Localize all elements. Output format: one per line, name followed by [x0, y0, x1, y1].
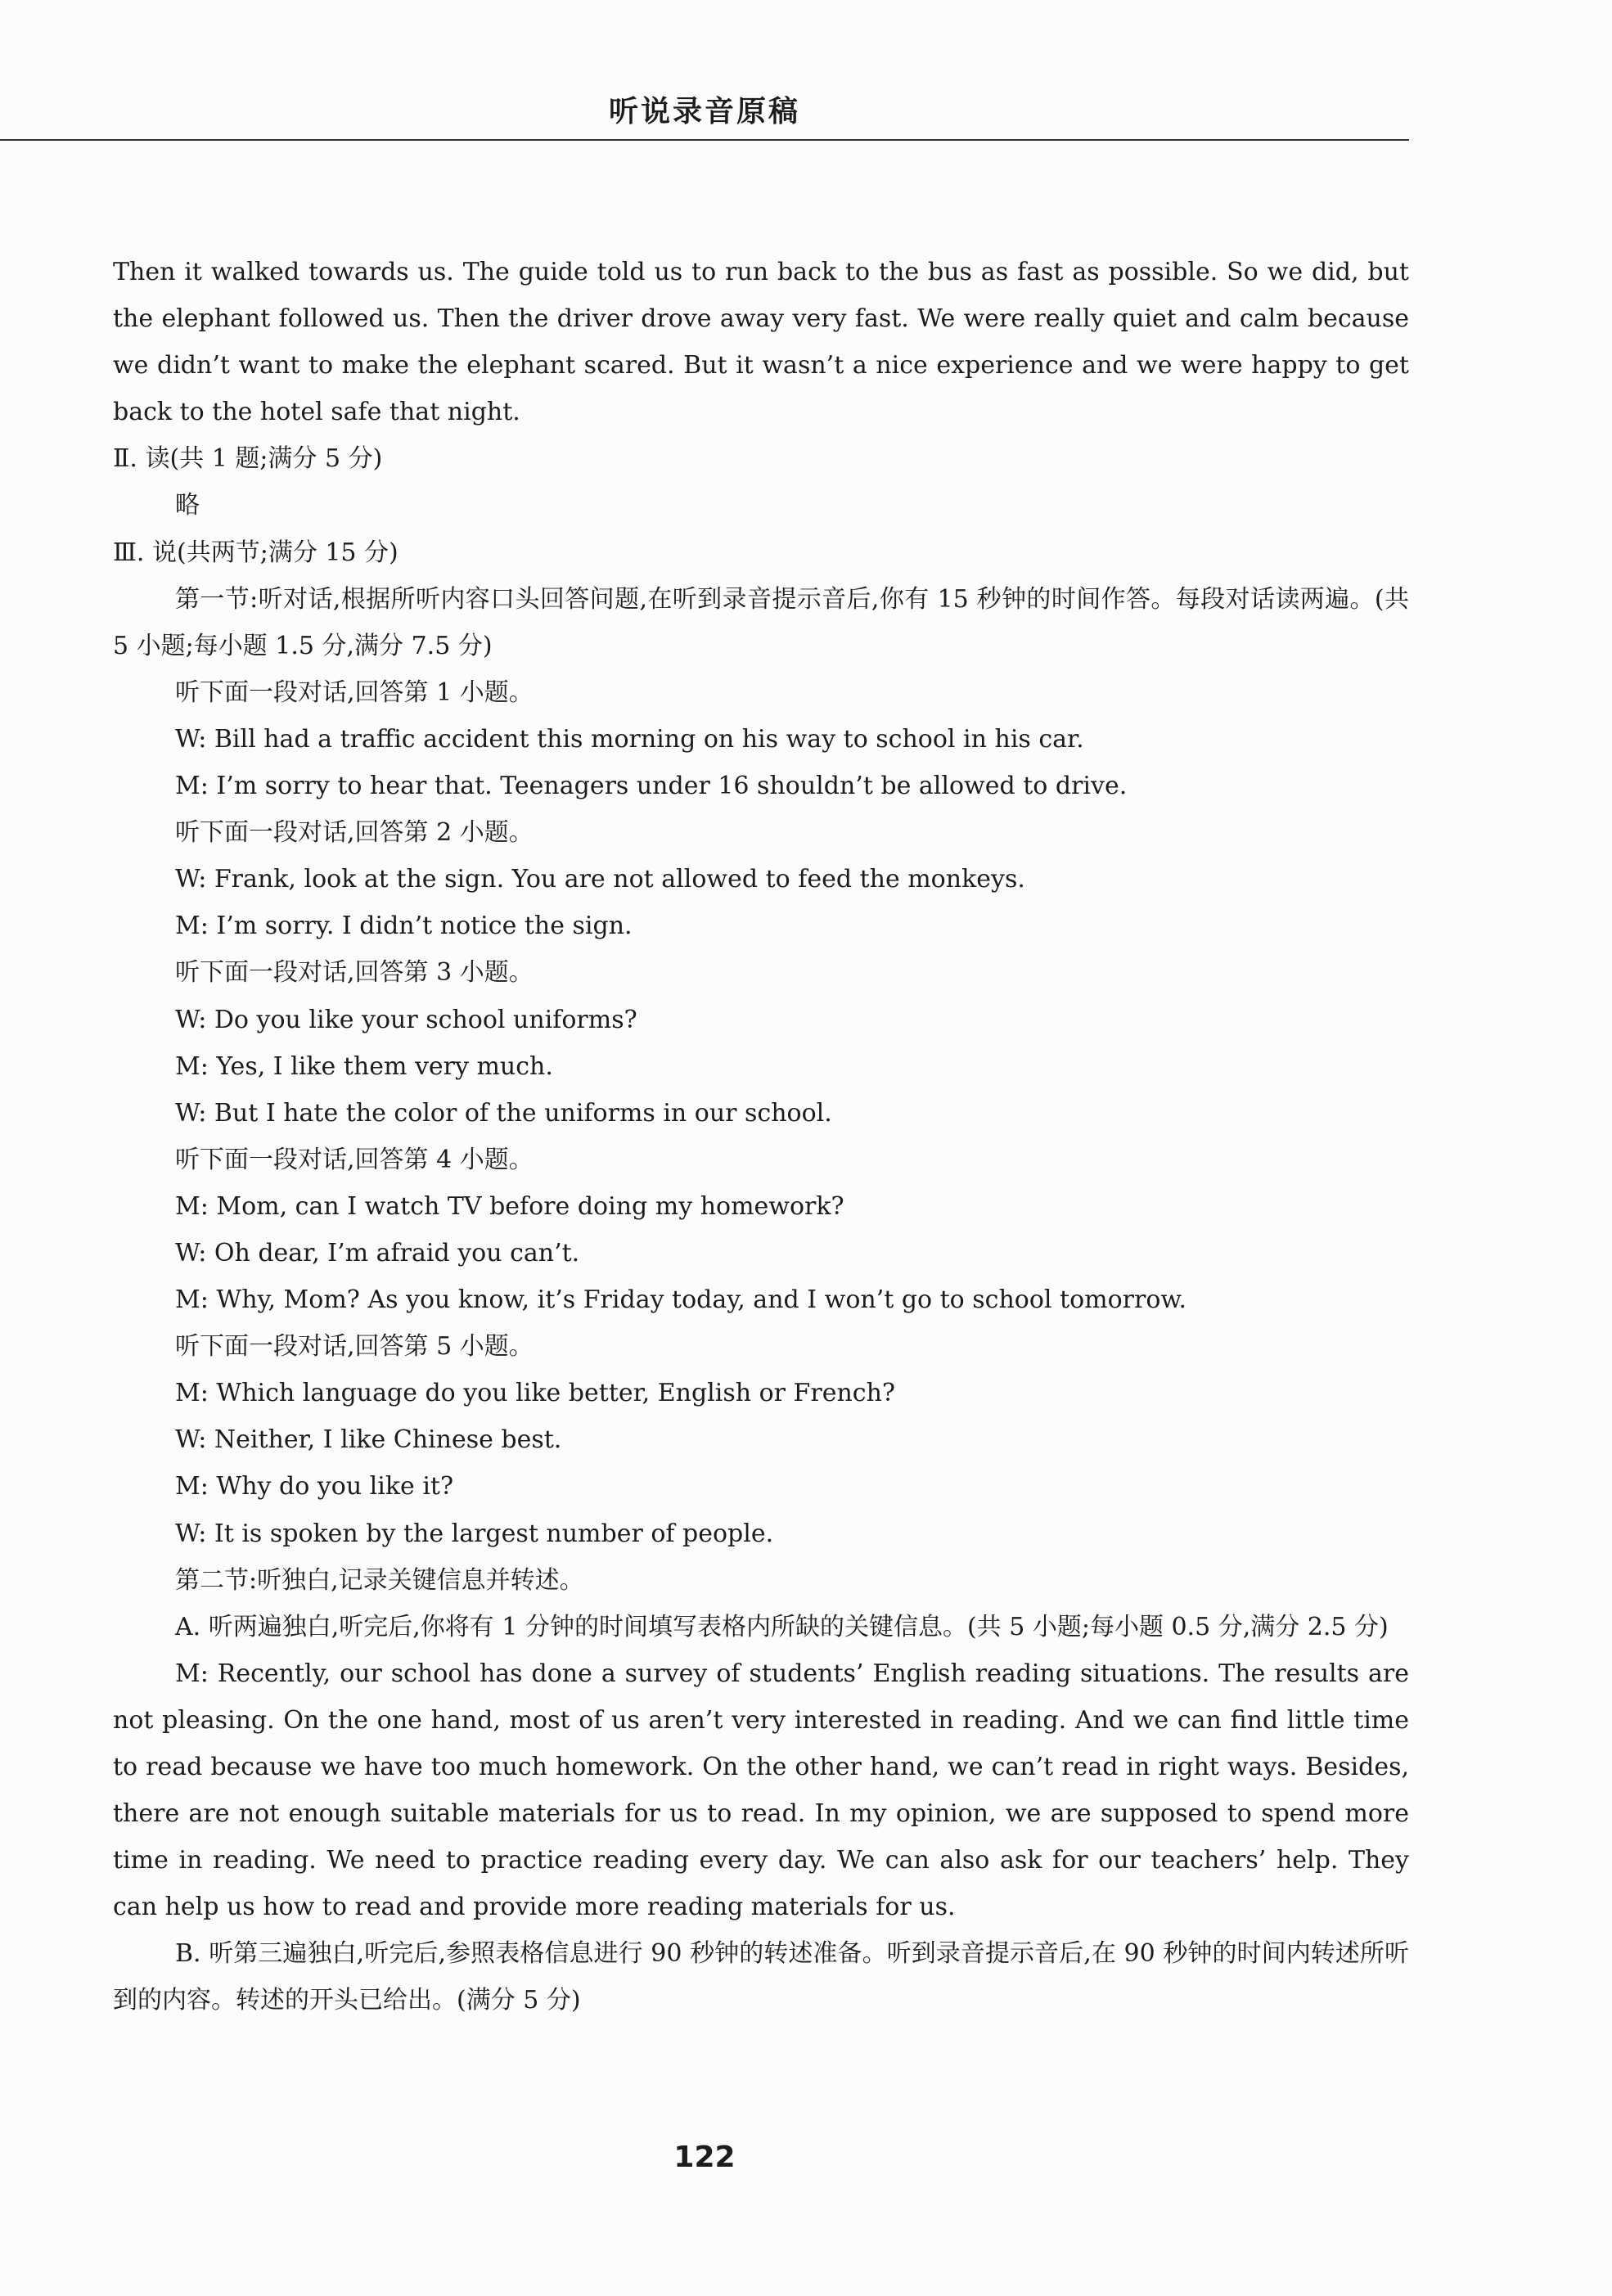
dialogue-line: W: But I hate the color of the uniforms in our school. [175, 1098, 832, 1128]
page-header-title: 听说录音原稿 [608, 95, 800, 128]
intro-paragraph: Then it walked towards us. The guide told us to run back to the bus as fast as possible. So we did, but the elephant followed us. Then the driver drove away very fast. We were really quiet and calm because we didn’t want to make the elephant scared. But it wasn’t a nice experience and we were happy to get back to the hotel safe that night. [113, 258, 1409, 427]
dialogue-line: W: Neither, I like Chinese best. [175, 1425, 562, 1455]
dialogue-line: 听下面一段对话,回答第 3 小题。 [175, 958, 534, 988]
page-number: 122 [673, 2141, 736, 2174]
dialogue-line: W: Oh dear, I’m afraid you can’t. [175, 1238, 580, 1267]
dialogue-line: 听下面一段对话,回答第 5 小题。 [175, 1332, 534, 1362]
part-a-instructions: A. 听两遍独白,听完后,你将有 1 分钟的时间填写表格内所缺的关键信息。(共 5 小题;每小题 0.5 分,满分 2.5 分) [175, 1612, 1389, 1641]
dialogue-line: W: Bill had a traffic accident this morning on his way to school in his car. [175, 724, 1084, 754]
dialogue-line: W: It is spoken by the largest number of people. [175, 1519, 774, 1548]
dialogue-line: M: Why, Mom? As you know, it’s Friday today, and I won’t go to school tomorrow. [175, 1285, 1187, 1315]
dialogue-line: 听下面一段对话,回答第 1 小题。 [175, 678, 534, 707]
section2-heading: 第二节:听独白,记录关键信息并转述。 [175, 1565, 584, 1595]
header-divider [0, 139, 1409, 141]
read-section-answer: 略 [175, 491, 200, 520]
section1-instructions: 第一节:听对话,根据所听内容口头回答问题,在听到录音提示音后,你有 15 秒钟的时间作答。每段对话读两遍。(共 5 小题;每小题 1.5 分,满分 7.5 分) [113, 584, 1409, 660]
dialogue-line: M: Yes, I like them very much. [175, 1051, 553, 1081]
part-b-instructions: B. 听第三遍独白,听完后,参照表格信息进行 90 秒钟的转述准备。听到录音提示音后,在 90 秒钟的时间内转述所听到的内容。转述的开头已给出。(满分 5 分) [113, 1939, 1409, 2015]
dialogue-line: M: Mom, can I watch TV before doing my homework? [175, 1191, 844, 1221]
dialogue-line: W: Do you like your school uniforms? [175, 1005, 637, 1034]
dialogue-line: M: I’m sorry to hear that. Teenagers under 16 shouldn’t be allowed to drive. [175, 772, 1128, 801]
dialogue-line: M: Which language do you like better, English or French? [175, 1379, 895, 1408]
dialogue-line: 听下面一段对话,回答第 4 小题。 [175, 1145, 534, 1174]
monologue-text: M: Recently, our school has done a survey of students’ English reading situations. The results are not pleasing. On the one hand, most of us aren’t very interested in reading. And we can find little time to read because we have too much homework. On the other hand, we can’t read in right ways. Besides, there are not enough suitable materials for us to read. In my opinion, we are supposed to spend more time in reading. We need to practice reading every day. We can also ask for our teachers’ help. They can help us how to read and provide more reading materials for us. [113, 1659, 1409, 1922]
speak-section-heading: Ⅲ. 说(共两节;满分 15 分) [113, 538, 398, 567]
read-section-heading: Ⅱ. 读(共 1 题;满分 5 分) [113, 444, 383, 474]
dialogue-line: 听下面一段对话,回答第 2 小题。 [175, 818, 534, 848]
dialogue-line: W: Frank, look at the sign. You are not allowed to feed the monkeys. [175, 865, 1025, 894]
page-content [113, 249, 1409, 2024]
dialogue-line: M: Why do you like it? [175, 1472, 454, 1501]
dialogue-line: M: I’m sorry. I didn’t notice the sign. [175, 912, 633, 941]
